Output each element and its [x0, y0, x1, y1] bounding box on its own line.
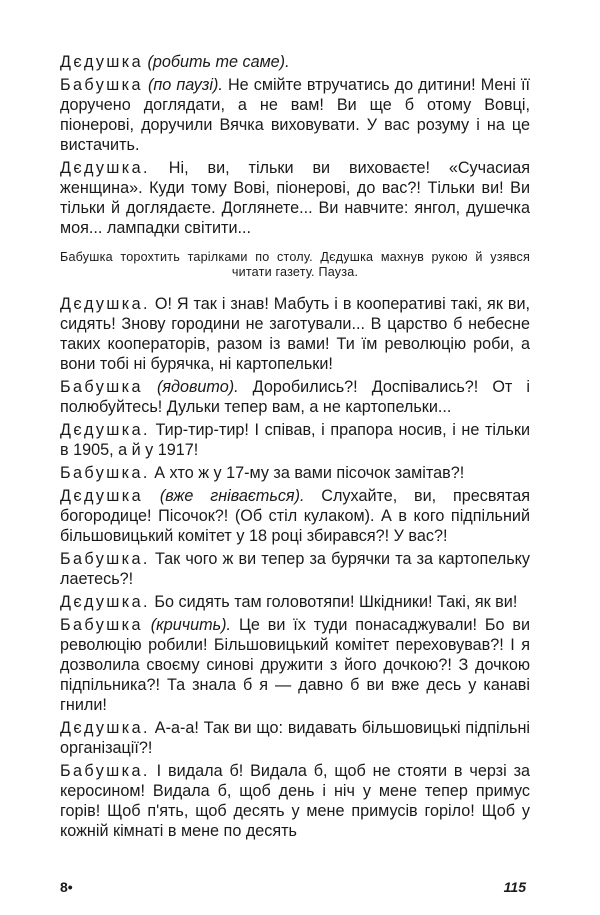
dialogue-line: [60, 294, 530, 374]
page-number: 115: [503, 879, 526, 895]
speaker-name: Бабушка.: [60, 550, 150, 568]
speaker-name: Дєдушка: [60, 487, 143, 505]
line-text: Слухайте, ви, пресвятая богородице! Пісочок?! (Об стіл кулаком). А в кого підпільний більшовицький комітет у 18 році збирався?! У вас?!: [60, 487, 531, 545]
line-text: О! Я так і знав! Мабуть і в кооперативі такі, як ви, сидять! Знову городини не заготували... В царство б небесне таких кооператорів, разом із вами! Ти їм революцію роби, а вони тобі ні бурячка, ні картопельки!: [60, 295, 530, 373]
stage-remark: (робить те саме).: [147, 53, 290, 71]
speaker-name: Бабушка: [60, 378, 143, 396]
line-text: Це ви їх туди понасаджували! Бо ви революцію робили! Більшовицький комітет переховував?! І я дозволила своєму синові дружити з його дочкою?! З дочкою підпільника?! Та знала б я — давно б ви вже десь у канаві гнили!: [60, 616, 531, 714]
speaker-name: Бабушка.: [60, 762, 150, 780]
dialogue-line: [60, 615, 530, 715]
play-text: [60, 52, 530, 844]
speaker-name: Бабушка: [60, 76, 143, 94]
line-text: І видала б! Видала б, щоб не стояти в черзі за керосином! Видала б, щоб день і ніч у мене тепер примус горів! Щоб п'ять, щоб десять у мене примусів горіло! Щоб у кожній кімнаті в мене по десять: [60, 762, 530, 840]
dialogue-block-1: [60, 52, 530, 238]
dialogue-line: [60, 718, 530, 758]
dialogue-line: [60, 52, 530, 72]
line-text: А-а-а! Так ви що: видавать більшовицькі підпільні організації?!: [60, 719, 531, 757]
speaker-name: Дєдушка.: [60, 421, 150, 439]
line-text: Бо сидять там головотяпи! Шкідники! Такі, як ви!: [154, 593, 518, 611]
speaker-name: Дєдушка.: [60, 159, 150, 177]
dialogue-line: [60, 761, 530, 841]
dialogue-line: [60, 75, 530, 155]
line-text: Не смійте втручатись до дитини! Мені її доручено доглядати, а не вам! Ви ще б отому Вовці, піонерові, доручили Вячка виховувати. У вас розуму і на це вистачить.: [60, 76, 530, 154]
line-text: Так чого ж ви тепер за бурячки та за картопельку лаетесь?!: [60, 550, 531, 588]
dialogue-line: [60, 463, 530, 483]
stage-remark: (вже гнівається).: [159, 487, 305, 505]
speaker-name: Дєдушка: [60, 53, 143, 71]
dialogue-block-2: [60, 294, 530, 841]
dialogue-line: [60, 592, 530, 612]
speaker-name: Дєдушка.: [60, 295, 150, 313]
dialogue-line: [60, 377, 530, 417]
line-text: Тир-тир-тир! І співав, і прапора носив, і не тільки в 1905, а й у 1917!: [60, 421, 530, 459]
stage-remark: (кричить).: [150, 616, 232, 634]
dialogue-line: [60, 549, 530, 589]
dialogue-line: [60, 158, 530, 238]
line-text: А хто ж у 17-му за вами пісочок замітав?!: [154, 464, 465, 482]
stage-remark: (ядовито).: [156, 378, 239, 396]
dialogue-line: [60, 486, 530, 546]
stage-direction: Бабушка торохтить тарілками по столу. Дєдушка махнув рукою й узявся читати газету. Пауза.: [60, 250, 530, 279]
speaker-name: Дєдушка.: [60, 593, 150, 611]
dialogue-line: [60, 420, 530, 460]
line-text: Ні, ви, тільки ви виховаєте! «Сучасиая женщина». Куди тому Вові, піонерові, до вас?! Тільки ви! Ви тільки й доглядаєте. Доглянете... Ви навчите: янгол, душечка моя... лампадки світити...: [60, 159, 530, 237]
stage-remark: (по паузі).: [147, 76, 223, 94]
speaker-name: Бабушка.: [60, 464, 150, 482]
line-text: Доробились?! Доспівались?! От і полюбуйтесь! Дульки тепер вам, а не картопельки...: [60, 378, 531, 416]
speaker-name: Дєдушка.: [60, 719, 150, 737]
signature-mark: 8•: [60, 879, 73, 895]
speaker-name: Бабушка: [60, 616, 143, 634]
